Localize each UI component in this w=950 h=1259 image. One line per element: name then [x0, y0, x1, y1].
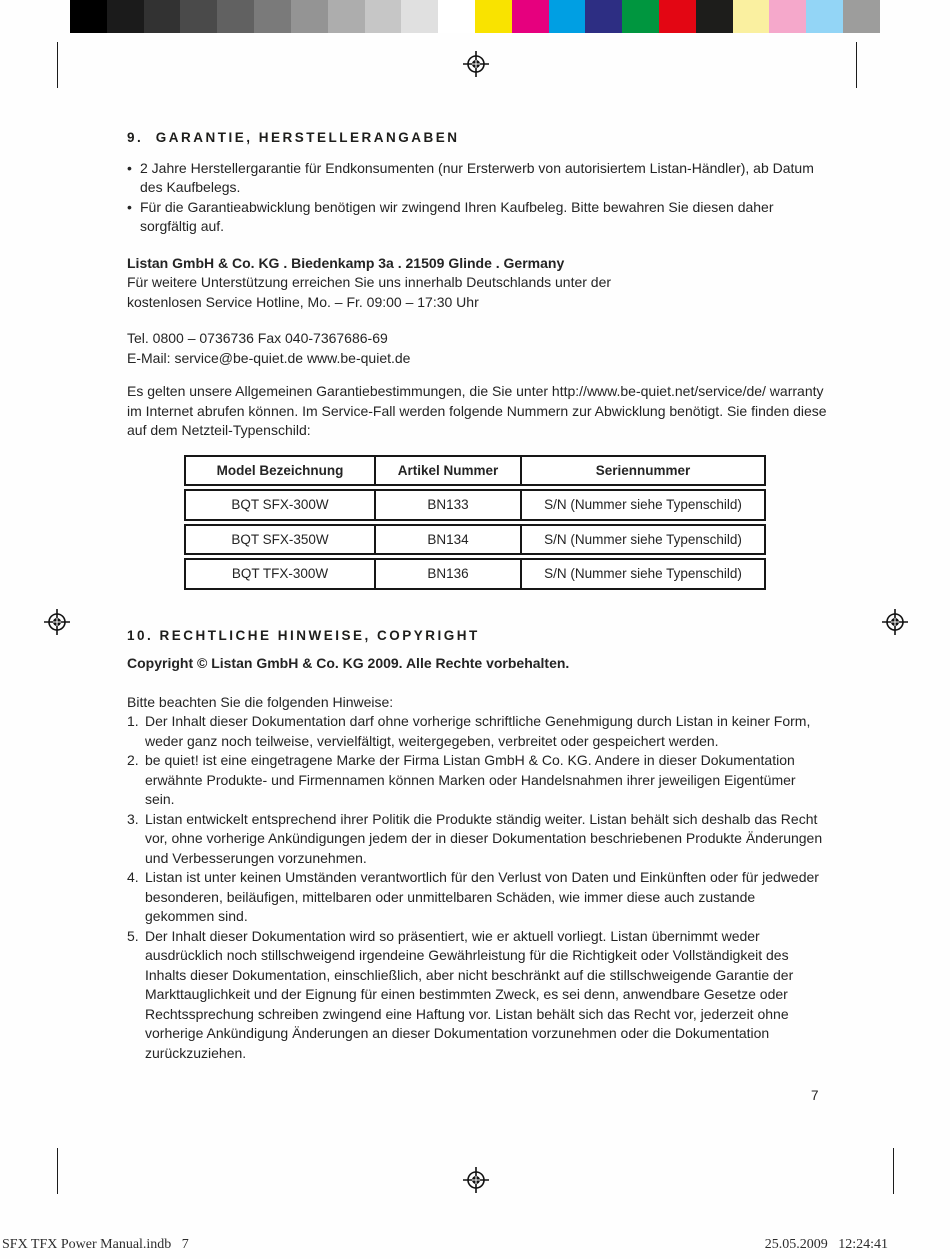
print-swatch [144, 0, 181, 33]
numbered-item [127, 751, 827, 810]
print-calibration-bar [70, 0, 880, 33]
list-item [127, 198, 827, 237]
print-swatch [291, 0, 328, 33]
table-cell: BQT SFX-300W [186, 491, 376, 519]
table-row [184, 489, 766, 521]
table-cell: BQT SFX-350W [186, 526, 376, 554]
print-swatch [806, 0, 843, 33]
numbered-item [127, 712, 827, 751]
table-cell: S/N (Nummer siehe Typenschild) [544, 497, 742, 512]
bullet-text: 2 Jahre Herstellergarantie für Endkonsumenten (nur Ersterwerb von autorisiertem Listan-Händler), ab Datum des Kaufbelegs. [140, 159, 814, 195]
numbered-item [127, 810, 827, 869]
item-text: Der Inhalt dieser Dokumentation wird so präsentiert, wie er aktuell vorliegt. Listan übernimmt weder ausdrücklich noch stillschweigend irgendeine Gewährleistung für die Richtigkeit oder Vollständigkeit des Inhalts dieser Dokumentation, einschließlich, aber nicht beschränkt auf die stillschweigende Garantie der Markttauglichkeit und der Eignung für einen bestimmten Zweck, es sei denn, anwendbare Gesetze oder Rechtssprechung schreiben zwingend eine Haftung vor. Listan behält sich das Recht vor, jederzeit ohne vorherige Ankündigung Änderungen an dieser Dokumentation vorzunehmen oder die Dokumentation zurückzuziehen. [145, 927, 794, 1061]
registration-mark-icon [882, 609, 908, 635]
print-swatch [512, 0, 549, 33]
item-text: Der Inhalt dieser Dokumentation darf ohne vorherige schriftliche Genehmigung durch Listan in keiner Form, weder ganz noch teilweise, vervielfältigt, weitergegeben, verbreitet oder gespeichert werden. [145, 713, 811, 749]
bullet-marker: • [127, 198, 132, 215]
email-web-line: E-Mail: service@be-quiet.de www.be-quiet.de [127, 349, 411, 366]
table-cell: BN136 [376, 560, 522, 588]
print-swatch [401, 0, 438, 33]
print-swatch [733, 0, 770, 33]
warranty-bullet-list [127, 159, 827, 237]
warranty-paragraph: Es gelten unsere Allgemeinen Garantiebestimmungen, die Sie unter http://www.be-quiet.net/service/de/ warranty im Internet abrufen können. Im Service-Fall werden folgende Nummern zur Abwicklung benötigt. Sie finden diese auf dem Netzteil-Typenschild: [127, 383, 827, 438]
footer-timestamp: 25.05.2009 12:24:41 [764, 1237, 888, 1252]
legal-notes-list [127, 712, 827, 1063]
section-10-heading: 10. RECHTLICHE HINWEISE, COPYRIGHT [127, 627, 480, 643]
page-content [127, 128, 827, 1063]
print-swatch [585, 0, 622, 33]
list-item [127, 159, 827, 198]
registration-mark-icon [44, 609, 70, 635]
item-number: 5. [127, 927, 139, 944]
print-swatch [180, 0, 217, 33]
crop-mark [57, 42, 58, 88]
registration-mark-icon [463, 51, 489, 77]
table-row [184, 524, 766, 556]
print-swatch [696, 0, 733, 33]
print-swatch [365, 0, 402, 33]
table-header-row [184, 455, 766, 487]
numbered-item [127, 927, 827, 1064]
print-swatch [622, 0, 659, 33]
print-swatch [70, 0, 107, 33]
print-swatch [659, 0, 696, 33]
model-number-table [184, 455, 766, 590]
support-line-1: Für weitere Unterstützung erreichen Sie uns innerhalb Deutschlands unter der [127, 274, 612, 290]
table-row [184, 558, 766, 590]
print-swatch [549, 0, 586, 33]
table-cell: S/N (Nummer siehe Typenschild) [544, 531, 742, 547]
item-text: be quiet! ist eine eingetragene Marke der Firma Listan GmbH & Co. KG. Andere in dieser Dokumentation erwähnte Produkte- und Firmennamen können Marken oder Handelsnahmen ihrer jeweiligen Eigentümer sein. [145, 752, 796, 807]
print-swatch [107, 0, 144, 33]
print-swatch [475, 0, 512, 33]
print-swatch [769, 0, 806, 33]
item-number: 1. [127, 713, 139, 729]
item-number: 3. [127, 810, 139, 827]
table-cell: BN134 [376, 526, 522, 554]
item-number: 2. [127, 752, 139, 768]
crop-mark [893, 1148, 894, 1194]
hinweise-intro-line: Bitte beachten Sie die folgenden Hinweise: [127, 693, 394, 710]
item-number: 4. [127, 869, 139, 885]
table-header-cell: Artikel Nummer [376, 457, 522, 485]
page-number: 7 [811, 1088, 819, 1103]
copyright-line: Copyright © Listan GmbH & Co. KG 2009. Alle Rechte vorbehalten. [127, 655, 570, 671]
registration-mark-icon [463, 1167, 489, 1193]
numbered-item [127, 868, 827, 927]
table-cell: BQT TFX-300W [186, 560, 376, 588]
crop-mark [57, 1148, 58, 1194]
footer-filename: SFX TFX Power Manual.indb 7 [2, 1237, 189, 1252]
bullet-marker: • [127, 159, 132, 176]
table-header-cell: Model Bezeichnung [186, 457, 376, 485]
print-swatch [254, 0, 291, 33]
bullet-text: Für die Garantieabwicklung benötigen wir zwingend Ihren Kaufbeleg. Bitte bewahren Sie diesen daher sorgfältig auf. [140, 198, 774, 234]
crop-mark [856, 42, 857, 88]
table-header-cell: Seriennummer [595, 462, 691, 478]
company-address-line: Listan GmbH & Co. KG . Biedenkamp 3a . 21509 Glinde . Germany [127, 254, 565, 271]
print-swatch [438, 0, 475, 33]
table-cell: BN133 [376, 491, 522, 519]
print-swatch [328, 0, 365, 33]
phone-fax-line: Tel. 0800 – 0736736 Fax 040-7367686-69 [127, 330, 388, 346]
print-swatch [843, 0, 880, 33]
item-text: Listan entwickelt entsprechend ihrer Politik die Produkte ständig weiter. Listan behält sich deshalb das Recht vor, ohne vorherige Ankündigungen jedem der in dieser Dokumentation beschriebenen Produkte Änderungen und Verbesserungen vorzunehmen. [145, 810, 823, 866]
item-text: Listan ist unter keinen Umständen verantwortlich für den Verlust von Daten und Einkünften oder für jedweder besonderen, beiläufigen, mittelbaren oder unmittelbaren Schäden, wie immer diese auch zustande gekommen sind. [145, 869, 819, 924]
section-9-heading: 9. GARANTIE, HERSTELLERANGABEN [127, 130, 460, 145]
support-line-2: kostenlosen Service Hotline, Mo. – Fr. 09:00 – 17:30 Uhr [127, 293, 479, 310]
table-cell: S/N (Nummer siehe Typenschild) [544, 566, 742, 581]
print-swatch [217, 0, 254, 33]
